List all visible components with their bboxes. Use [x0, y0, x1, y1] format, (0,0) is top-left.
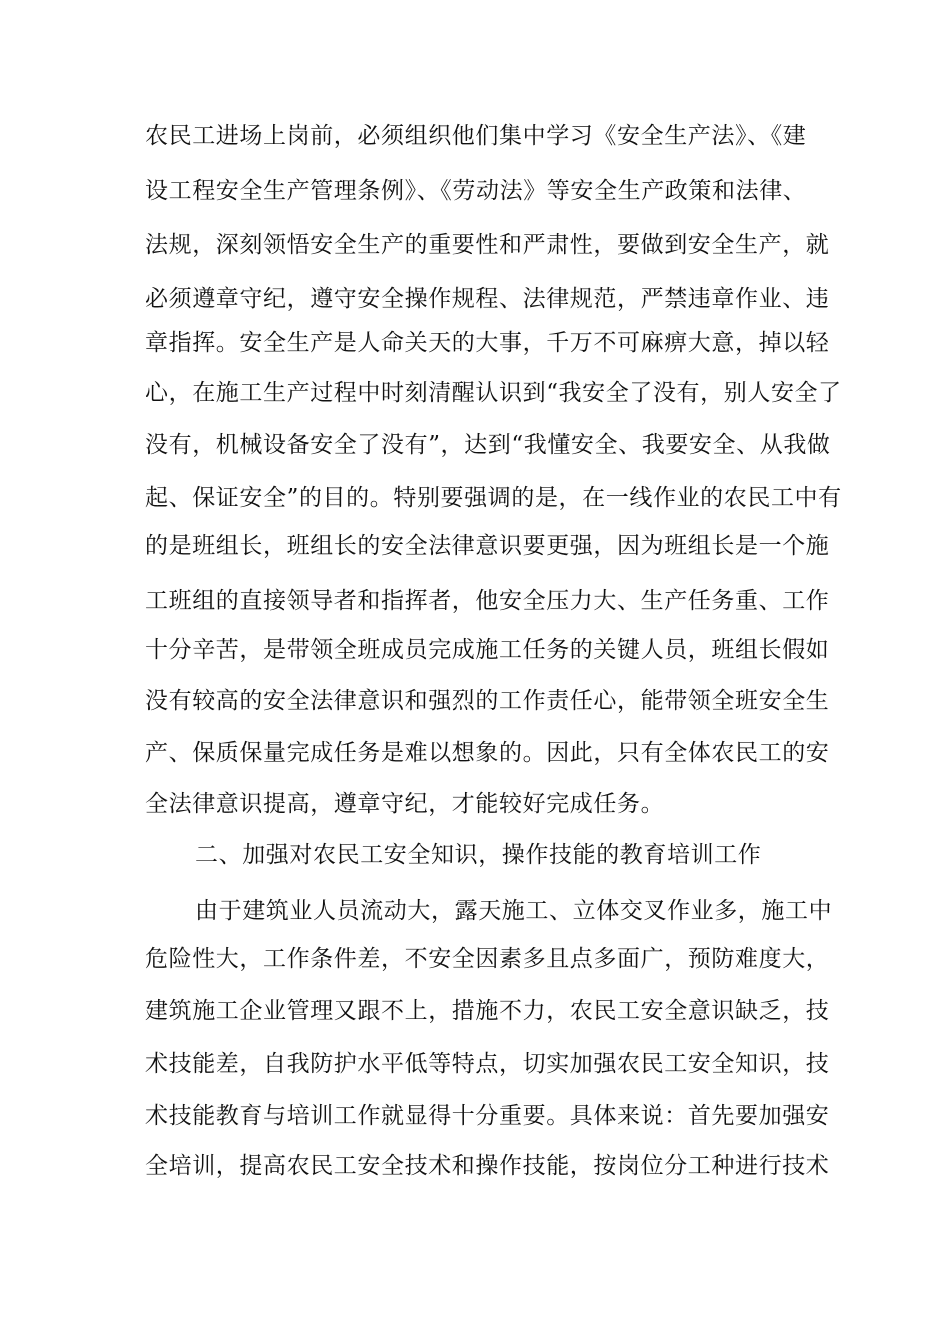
paragraph-1-line: 必须遵章守纪，遵守安全操作规程、法律规范，严禁违章作业、违 — [145, 286, 830, 312]
paragraph-1-line: 农民工进场上岗前，必须组织他们集中学习《安全生产法》、《建 — [145, 123, 807, 149]
paragraph-1-line: 的是班组长，班组长的安全法律意识要更强，因为班组长是一个施 — [145, 533, 830, 559]
paragraph-1-line: 心，在施工生产过程中时刻清醒认识到“我安全了没有，别人安全了 — [145, 380, 842, 406]
paragraph-1-line: 章指挥。安全生产是人命关天的大事，千万不可麻痹大意，掉以轻 — [145, 330, 830, 356]
paragraph-2-line: 术技能教育与培训工作就显得十分重要。具体来说：首先要加强安 — [145, 1103, 830, 1129]
paragraph-2-line: 建筑施工企业管理又跟不上，措施不力，农民工安全意识缺乏，技 — [145, 998, 830, 1024]
paragraph-1-line: 产、保质保量完成任务是难以想象的。因此，只有全体农民工的安 — [145, 740, 830, 766]
paragraph-2-line: 由于建筑业人员流动大，露天施工、立体交叉作业多，施工中 — [195, 898, 833, 924]
section-heading: 二、加强对农民工安全知识，操作技能的教育培训工作 — [195, 842, 762, 868]
paragraph-1-line: 设工程安全生产管理条例》、《劳动法》等安全生产政策和法律、 — [145, 178, 807, 204]
paragraph-2-line: 危险性大，工作条件差，不安全因素多且点多面广，预防难度大， — [145, 946, 830, 972]
paragraph-1-line: 十分辛苦，是带领全班成员完成施工任务的关键人员，班组长假如 — [145, 637, 830, 663]
paragraph-2-line: 全培训，提高农民工安全技术和操作技能，按岗位分工种进行技术 — [145, 1153, 830, 1179]
paragraph-1-line: 没有较高的安全法律意识和强烈的工作责任心，能带领全班安全生 — [145, 688, 830, 714]
paragraph-1-line: 法规，深刻领悟安全生产的重要性和严肃性，要做到安全生产，就 — [145, 232, 830, 258]
paragraph-1-line: 工班组的直接领导者和指挥者，他安全压力大、生产任务重、工作 — [145, 588, 830, 614]
paragraph-1-line: 起、保证安全”的目的。特别要强调的是，在一线作业的农民工中有 — [145, 485, 842, 511]
paragraph-2-line: 术技能差，自我防护水平低等特点，切实加强农民工安全知识，技 — [145, 1051, 830, 1077]
paragraph-1-line: 全法律意识提高，遵章守纪，才能较好完成任务。 — [145, 791, 665, 817]
paragraph-1-line: 没有，机械设备安全了没有”，达到“我懂安全、我要安全、从我做 — [145, 432, 831, 458]
